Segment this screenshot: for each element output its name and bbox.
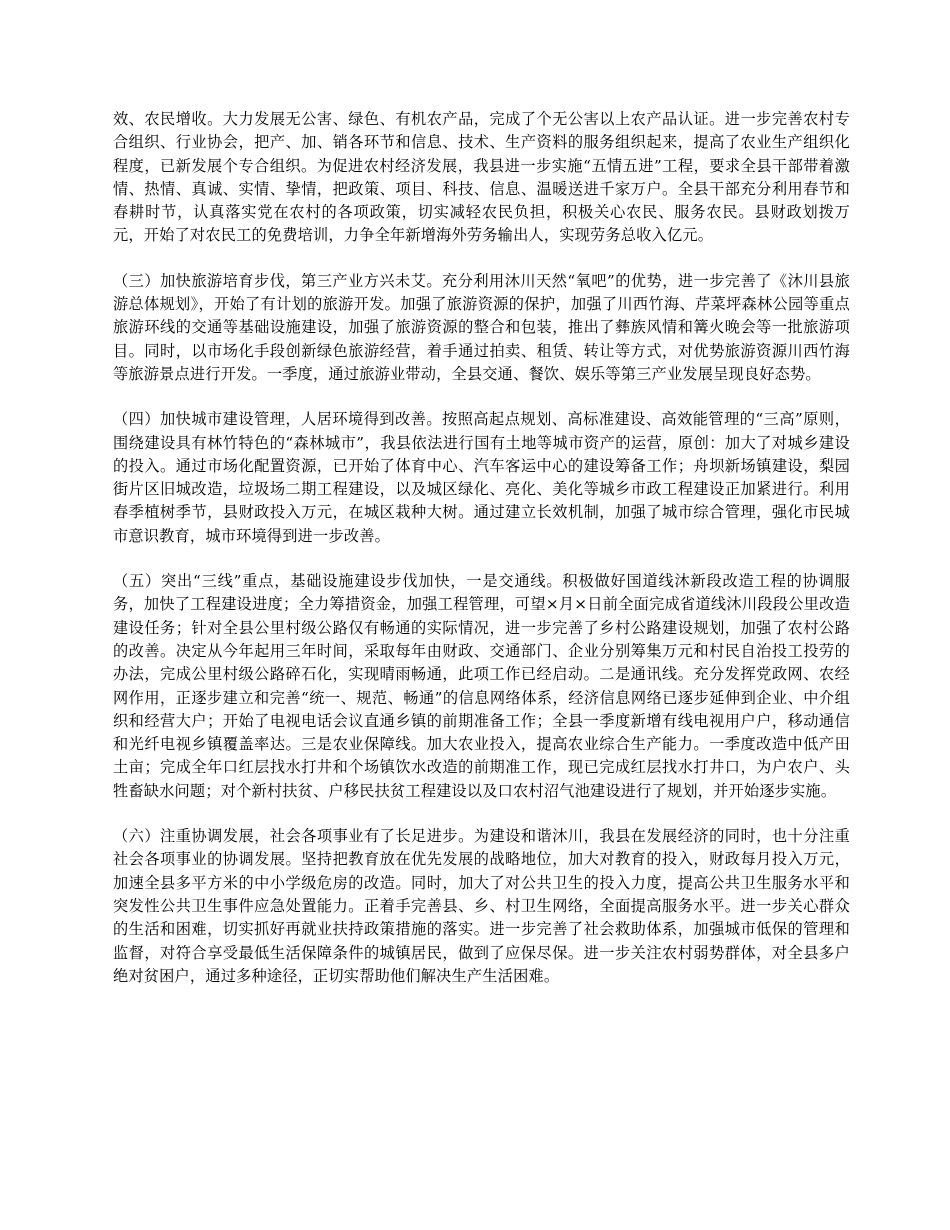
paragraph-infrastructure: （五）突出“三线”重点，基础设施建设步伐加快，一是交通线。积极做好国道线沐新段改造工程的协调服务，加快了工程建设进度；全力筹措资金，加强工程管理，可望×月×日前全面完成省道线沐川段段公里改造建设任务；针对全县公里村级公路仅有畅通的实际情况，进一步完善了乡村公路建设规划，加强了农村公路的改善。决定从今年起用三年时间，采取每年由财政、交通部门、企业分别筹集万元和村民自治投工投劳的办法，完成公里村级公路碎石化，实现晴雨畅通，此项工作已经启动。二是通讯线。充分发挥党政网、农经网作用，正逐步建立和完善“统一、规范、畅通”的信息网络体系，经济信息网络已逐步延伸到企业、中介组织和经营大户；开始了电视电话会议直通乡镇的前期准备工作；全县一季度新增有线电视用户户，移动通信和光纤电视乡镇覆盖率达。三是农业保障线。加大农业投入，提高农业综合生产能力。一季度改造中低产田土亩；完成全年口红层找水打井和个场镇饮水改造的前期准工作，现已完成红层找水打井口，为户农户、头牲畜缺水问题；对个新村扶贫、户移民扶贫工程建设以及口农村沼气池建设进行了规划，并开始逐步实施。 (113, 572, 850, 800)
paragraph-agriculture: 效、农民增收。大力发展无公害、绿色、有机农产品，完成了个无公害以上农产品认证。进一步完善农村专合组织、行业协会，把产、加、销各环节和信息、技术、生产资料的服务组织起来，提高了农业生产组织化程度，已新发展个专合组织。为促进农村经济发展，我县进一步实施“五情五进”工程，要求全县干部带着激情、热情、真诚、实情、挚情，把政策、项目、科技、信息、温暖送进千家万户。全县干部充分利用春节和春耕时节，认真落实党在农村的各项政策，切实减轻农民负担，积极关心农民、服务农民。县财政划拨万元，开始了对农民工的免费培训，力争全年新增海外劳务输出人，实现劳务总收入亿元。 (113, 110, 850, 245)
paragraph-tourism: （三）加快旅游培育步伐，第三产业方兴未艾。充分利用沐川天然“氧吧”的优势，进一步完善了《沐川县旅游总体规划》，开始了有计划的旅游开发。加强了旅游资源的保护，加强了川西竹海、芹菜坪森林公园等重点旅游环线的交通等基础设施建设，加强了旅游资源的整合和包装，推出了彝族风情和篝火晚会等一批旅游项目。同时，以市场化手段创新绿色旅游经营，着手通过拍卖、租赁、转让等方式，对优势旅游资源川西竹海等旅游景点进行开发。一季度，通过旅游业带动，全县交通、餐饮、娱乐等第三产业发展呈现良好态势。 (113, 271, 850, 383)
paragraph-urban-construction: （四）加快城市建设管理，人居环境得到改善。按照高起点规划、高标准建设、高效能管理的“三高”原则，围绕建设具有林竹特色的“森林城市”，我县依法进行国有土地等城市资产的运营，原创：加大了对城乡建设的投入。通过市场化配置资源，已开始了体育中心、汽车客运中心的建设筹备工作；舟坝新场镇建设，梨园街片区旧城改造，垃圾场二期工程建设，以及城区绿化、亮化、美化等城乡市政工程建设正加紧进行。利用春季植树季节，县财政投入万元，在城区栽种大树。通过建立长效机制，加强了城市综合管理，强化市民城市意识教育，城市环境得到进一步改善。 (113, 410, 850, 545)
document-page (113, 108, 850, 1010)
paragraph-social-development: （六）注重协调发展，社会各项事业有了长足进步。为建设和谐沐川，我县在发展经济的同时，也十分注重社会各项事业的协调发展。坚持把教育放在优先发展的战略地位，加大对教育的投入，财政每月投入万元，加速全县多平方米的中小学级危房的改造。同时，加大了对公共卫生的投入力度，提高公共卫生服务水平和突发性公共卫生事件应急处置能力。正着手完善县、乡、村卫生网络，全面提高服务水平。进一步关心群众的生活和困难，切实抓好再就业扶持政策措施的落实。进一步完善了社会救助体系，加强城市低保的管理和监督，对符合享受最低生活保障条件的城镇居民，做到了应保尽保。进一步关注农村弱势群体，对全县多户绝对贫困户，通过多种途径，正切实帮助他们解决生产生活困难。 (113, 827, 850, 985)
